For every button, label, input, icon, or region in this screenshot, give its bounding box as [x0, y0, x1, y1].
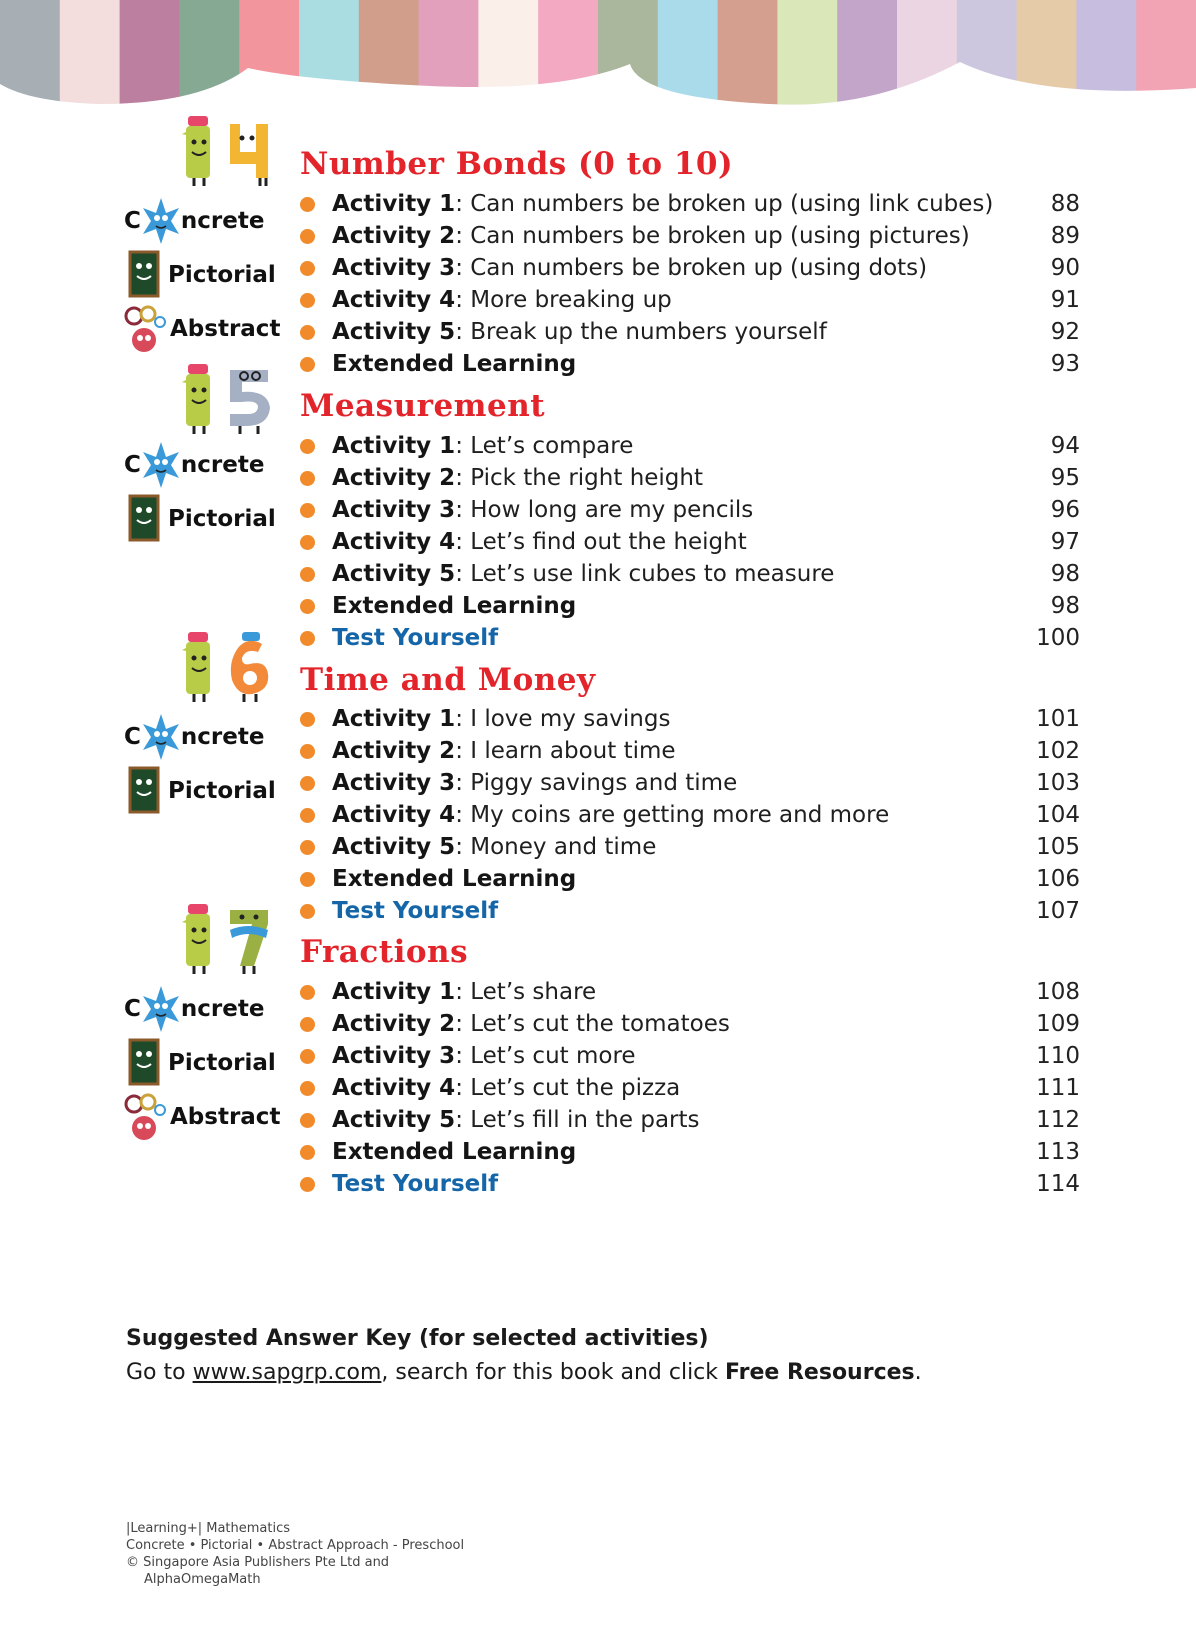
activity-title: Can numbers be broken up (using dots) — [470, 255, 928, 281]
bullet-icon — [300, 1177, 315, 1192]
bullet-icon — [300, 776, 315, 791]
activity-title: Let’s cut more — [470, 1043, 636, 1069]
activity-label: Activity 2 — [332, 223, 456, 249]
toc-row-test-yourself[interactable] — [300, 895, 1080, 927]
answer-key-section — [126, 1322, 922, 1390]
colon: : — [455, 979, 471, 1005]
page-number: 91 — [1050, 287, 1080, 313]
page-number: 112 — [1036, 1107, 1080, 1133]
page-number: 100 — [1036, 625, 1080, 651]
activity-label: Extended Learning — [332, 866, 577, 892]
activity-label: Activity 2 — [332, 465, 456, 491]
page-number: 95 — [1050, 465, 1080, 491]
page-number: 106 — [1036, 866, 1080, 892]
approach-pictorial — [124, 766, 276, 816]
approach-label: Abstract — [170, 316, 281, 342]
page-number: 90 — [1050, 255, 1080, 281]
activity-title: Let’s compare — [470, 433, 634, 459]
activity-label: Activity 3 — [332, 255, 456, 281]
page-number: 101 — [1036, 706, 1080, 732]
page-number: 111 — [1036, 1075, 1080, 1101]
activity-label: Activity 3 — [332, 497, 456, 523]
activity-title: Piggy savings and time — [470, 770, 738, 796]
toc-row[interactable] — [300, 703, 1080, 735]
activity-title: Money and time — [470, 834, 657, 860]
bullet-icon — [300, 985, 315, 1000]
activity-title: Let’s fill in the parts — [470, 1107, 700, 1133]
test-yourself-label: Test Yourself — [332, 898, 499, 924]
abstract-numbers-icon — [124, 304, 170, 354]
page-number: 104 — [1036, 802, 1080, 828]
activity-label: Activity 1 — [332, 979, 456, 1005]
activity-label: Activity 1 — [332, 433, 456, 459]
toc-row-extended-learning[interactable] — [300, 348, 1080, 380]
bullet-icon — [300, 261, 315, 276]
toc-row[interactable] — [300, 220, 1080, 252]
activity-title: Can numbers be broken up (using pictures) — [470, 223, 970, 249]
activity-label: Activity 2 — [332, 1011, 456, 1037]
pictorial-chalkboard-icon — [124, 766, 168, 816]
page-number: 88 — [1050, 191, 1080, 217]
footer-credits — [126, 1520, 464, 1588]
approach-concrete — [124, 440, 264, 490]
activity-label: Activity 1 — [332, 706, 456, 732]
bullet-icon — [300, 1081, 315, 1096]
chapter-title: Number Bonds (0 to 10) — [300, 146, 734, 182]
activity-title: Can numbers be broken up (using link cubes) — [470, 191, 994, 217]
colon: : — [455, 497, 471, 523]
toc-row-extended-learning[interactable] — [300, 863, 1080, 895]
approach-concrete — [124, 984, 264, 1034]
bullet-icon — [300, 503, 315, 518]
toc-row-extended-learning[interactable] — [300, 1136, 1080, 1168]
bullet-icon — [300, 631, 315, 646]
decorative-stripe-banner — [0, 0, 1196, 110]
toc-row[interactable] — [300, 1104, 1080, 1136]
stripe-banner-graphic — [0, 0, 1196, 110]
approach-label: ncrete — [180, 996, 265, 1022]
page-number: 107 — [1036, 898, 1080, 924]
page-number: 109 — [1036, 1011, 1080, 1037]
activity-label: Activity 2 — [332, 738, 456, 764]
concrete-star-icon — [141, 440, 181, 490]
activity-label: Activity 3 — [332, 1043, 456, 1069]
activity-title: Pick the right height — [470, 465, 704, 491]
page-number: 98 — [1050, 561, 1080, 587]
bullet-icon — [300, 808, 315, 823]
toc-row[interactable] — [300, 526, 1080, 558]
approach-abstract — [124, 1092, 280, 1142]
activity-label: Activity 5 — [332, 561, 456, 587]
bullet-icon — [300, 840, 315, 855]
approach-concrete — [124, 196, 264, 246]
approach-label: C — [124, 452, 141, 478]
activity-label: Activity 5 — [332, 319, 456, 345]
answer-middle: , search for this book and click — [381, 1360, 726, 1385]
pictorial-chalkboard-icon — [124, 250, 168, 300]
activity-title: Let’s share — [470, 979, 597, 1005]
approach-abstract — [124, 304, 280, 354]
page-number: 92 — [1050, 319, 1080, 345]
answer-key-instructions — [126, 1356, 922, 1390]
page-number: 97 — [1050, 529, 1080, 555]
page-number: 108 — [1036, 979, 1080, 1005]
mascot-number-15-icon — [178, 360, 288, 438]
footer-series: |Learning+| Mathematics — [126, 1521, 290, 1536]
activity-title: I learn about time — [470, 738, 676, 764]
colon: : — [455, 191, 471, 217]
bullet-icon — [300, 1145, 315, 1160]
pictorial-chalkboard-icon — [124, 1038, 168, 1088]
activity-title: Let’s find out the height — [470, 529, 747, 555]
activity-label: Activity 4 — [332, 287, 456, 313]
toc-row[interactable] — [300, 799, 1080, 831]
page-number: 105 — [1036, 834, 1080, 860]
bullet-icon — [300, 1113, 315, 1128]
mascot-number-16-icon — [178, 628, 288, 706]
page-number: 113 — [1036, 1139, 1080, 1165]
page-number: 114 — [1036, 1171, 1080, 1197]
bullet-icon — [300, 1049, 315, 1064]
mascot-number-17-icon — [178, 900, 288, 978]
footer-approach: Concrete • Pictorial • Abstract Approach - Preschool — [126, 1538, 465, 1553]
approach-label: ncrete — [180, 452, 265, 478]
activity-title: I love my savings — [470, 706, 671, 732]
approach-label: Pictorial — [168, 778, 276, 804]
page-number: 98 — [1050, 593, 1080, 619]
colon: : — [455, 433, 471, 459]
bullet-icon — [300, 712, 315, 727]
bullet-icon — [300, 357, 315, 372]
colon: : — [455, 770, 471, 796]
bullet-icon — [300, 197, 315, 212]
colon: : — [455, 529, 471, 555]
toc-row[interactable] — [300, 284, 1080, 316]
concrete-star-icon — [141, 984, 181, 1034]
toc-row[interactable] — [300, 1040, 1080, 1072]
free-resources-label: Free Resources — [725, 1360, 915, 1385]
toc-row[interactable] — [300, 831, 1080, 863]
toc-row-test-yourself[interactable] — [300, 1168, 1080, 1200]
activity-label: Activity 3 — [332, 770, 456, 796]
activity-label: Activity 4 — [332, 802, 456, 828]
colon: : — [455, 223, 471, 249]
mascot-number-14-icon — [178, 112, 288, 190]
bullet-icon — [300, 535, 315, 550]
colon: : — [455, 1107, 471, 1133]
approach-label: C — [124, 724, 141, 750]
page-number: 96 — [1050, 497, 1080, 523]
colon: : — [455, 319, 471, 345]
toc-row[interactable] — [300, 188, 1080, 220]
page-number: 93 — [1050, 351, 1080, 377]
page-number: 110 — [1036, 1043, 1080, 1069]
bullet-icon — [300, 872, 315, 887]
colon: : — [455, 255, 471, 281]
approach-pictorial — [124, 494, 276, 544]
toc-row[interactable] — [300, 735, 1080, 767]
activity-label: Activity 5 — [332, 1107, 456, 1133]
page-number: 102 — [1036, 738, 1080, 764]
website-link[interactable]: www.sapgrp.com — [192, 1360, 382, 1385]
toc-row-test-yourself[interactable] — [300, 622, 1080, 654]
activity-title: How long are my pencils — [470, 497, 754, 523]
activity-title: More breaking up — [470, 287, 672, 313]
test-yourself-label: Test Yourself — [332, 625, 499, 651]
footer-copyright: © Singapore Asia Publishers Pte Ltd and — [126, 1555, 390, 1570]
bullet-icon — [300, 599, 315, 614]
approach-label: C — [124, 208, 141, 234]
approach-label: Pictorial — [168, 1050, 276, 1076]
bullet-icon — [300, 293, 315, 308]
approach-concrete — [124, 712, 264, 762]
toc-row[interactable] — [300, 494, 1080, 526]
toc-row[interactable] — [300, 976, 1080, 1008]
bullet-icon — [300, 904, 315, 919]
answer-prefix: Go to — [126, 1360, 193, 1385]
approach-pictorial — [124, 250, 276, 300]
colon: : — [455, 706, 471, 732]
toc-row[interactable] — [300, 462, 1080, 494]
colon: : — [455, 287, 471, 313]
approach-label: ncrete — [180, 208, 265, 234]
activity-label: Activity 1 — [332, 191, 456, 217]
bullet-icon — [300, 1017, 315, 1032]
abstract-numbers-icon — [124, 1092, 170, 1142]
approach-label: Pictorial — [168, 262, 276, 288]
activity-label: Extended Learning — [332, 351, 577, 377]
answer-key-title: Suggested Answer Key (for selected activities) — [126, 1326, 709, 1351]
concrete-star-icon — [141, 712, 181, 762]
page-number: 103 — [1036, 770, 1080, 796]
activity-title: Let’s cut the tomatoes — [470, 1011, 730, 1037]
activity-label: Extended Learning — [332, 1139, 577, 1165]
concrete-star-icon — [141, 196, 181, 246]
approach-pictorial — [124, 1038, 276, 1088]
page-number: 94 — [1050, 433, 1080, 459]
toc-row[interactable] — [300, 767, 1080, 799]
toc-row[interactable] — [300, 1008, 1080, 1040]
colon: : — [455, 1075, 471, 1101]
colon: : — [455, 465, 471, 491]
bullet-icon — [300, 325, 315, 340]
toc-row[interactable] — [300, 316, 1080, 348]
test-yourself-label: Test Yourself — [332, 1171, 499, 1197]
activity-title: Let’s use link cubes to measure — [470, 561, 835, 587]
chapter-title: Time and Money — [300, 662, 596, 698]
chapter-title: Fractions — [300, 934, 469, 970]
colon: : — [455, 1011, 471, 1037]
approach-label: Abstract — [170, 1104, 281, 1130]
chapter-title: Measurement — [300, 388, 546, 424]
footer-copyright-cont: AlphaOmegaMath — [144, 1572, 261, 1587]
colon: : — [455, 561, 471, 587]
approach-label: ncrete — [180, 724, 265, 750]
activity-label: Activity 5 — [332, 834, 456, 860]
answer-suffix: . — [914, 1360, 922, 1385]
colon: : — [455, 834, 471, 860]
activity-title: Break up the numbers yourself — [470, 319, 827, 345]
activity-label: Activity 4 — [332, 529, 456, 555]
pictorial-chalkboard-icon — [124, 494, 168, 544]
colon: : — [455, 1043, 471, 1069]
bullet-icon — [300, 229, 315, 244]
approach-label: C — [124, 996, 141, 1022]
toc-row[interactable] — [300, 252, 1080, 284]
activity-label: Activity 4 — [332, 1075, 456, 1101]
bullet-icon — [300, 439, 315, 454]
colon: : — [455, 738, 471, 764]
toc-row[interactable] — [300, 1072, 1080, 1104]
approach-label: Pictorial — [168, 506, 276, 532]
bullet-icon — [300, 567, 315, 582]
toc-row[interactable] — [300, 558, 1080, 590]
activity-title: Let’s cut the pizza — [470, 1075, 681, 1101]
bullet-icon — [300, 471, 315, 486]
activity-title: My coins are getting more and more — [470, 802, 890, 828]
toc-row[interactable] — [300, 430, 1080, 462]
toc-row-extended-learning[interactable] — [300, 590, 1080, 622]
activity-label: Extended Learning — [332, 593, 577, 619]
bullet-icon — [300, 744, 315, 759]
colon: : — [455, 802, 471, 828]
page-number: 89 — [1050, 223, 1080, 249]
